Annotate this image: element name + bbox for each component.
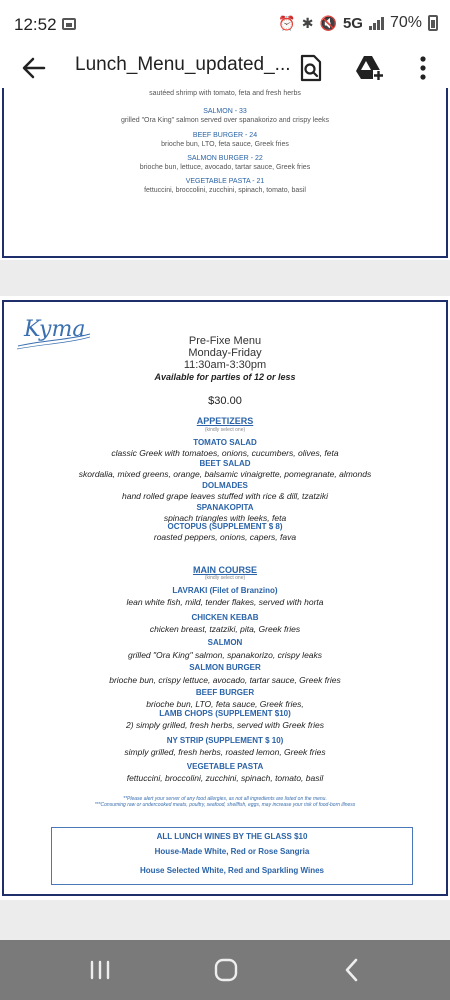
- allergy-note: **Please alert your server of any food allergies, as not all ingredients are listed on the menu.: [123, 796, 327, 802]
- menu-item-desc: simply grilled, fresh herbs, roasted lemon, Greek fries: [124, 747, 326, 757]
- menu-item-desc: grilled "Ora King" salmon, spanakorizo, crispy leaks: [127, 650, 323, 660]
- wine-house-selected: House Selected White, Red and Sparkling Wines: [140, 866, 324, 875]
- menu-item-desc: lean white fish, mild, tender flakes, served with horta: [126, 597, 324, 607]
- menu-item-name: VEGETABLE PASTA - 21: [185, 178, 265, 185]
- pdf-page-1: [0, 88, 450, 260]
- menu-item-name: SPANAKOPITA: [196, 503, 254, 512]
- menu-item-name: SALMON: [207, 638, 243, 647]
- wine-box: [51, 827, 413, 885]
- menu-price: $30.00: [208, 395, 242, 407]
- bluetooth-icon: ✱: [301, 14, 314, 31]
- menu-item-desc: skordalia, mixed greens, orange, balsamic vinaigrette, pomegranate, almonds: [78, 469, 372, 479]
- availability-note: Available for parties of 12 or less: [154, 372, 296, 382]
- menu-header: Pre-Fixe Menu: [188, 335, 262, 347]
- menu-hours: 11:30am-3:30pm: [183, 359, 267, 371]
- menu-item-name: SALMON BURGER: [189, 663, 261, 672]
- search-document-icon[interactable]: [294, 52, 326, 84]
- alarm-icon: ⏰: [278, 14, 296, 31]
- menu-item-name: NY STRIP (SUPPLEMENT $ 10): [166, 736, 284, 745]
- menu-item-desc: fettuccini, broccolini, zucchini, spinach, tomato, basil: [144, 187, 306, 194]
- signal-icon: [369, 16, 384, 30]
- recent-apps-icon[interactable]: [84, 956, 116, 984]
- raw-food-warning: ***Consuming raw or undercooked meats, poultry, seafood, shellfish, eggs, may increase your risk of food-born illness: [94, 802, 356, 808]
- menu-item-desc: sautéed shrimp with tomato, feta and fresh herbs: [149, 90, 301, 97]
- menu-days: Monday-Friday: [188, 347, 262, 359]
- menu-item-name: OCTOPUS (SUPPLEMENT $ 8): [167, 522, 283, 531]
- kindly-select-note: (kindly select one): [204, 427, 246, 433]
- menu-item-desc: brioche bun, LTO, feta sauce, Greek fries,: [146, 699, 304, 709]
- home-icon[interactable]: [210, 956, 242, 984]
- more-options-icon[interactable]: [407, 52, 439, 84]
- app-bar: [0, 48, 450, 88]
- menu-item-name: SALMON BURGER - 22: [187, 155, 263, 162]
- menu-item-desc: brioche bun, crispy lettuce, avocado, tartar sauce, Greek fries: [109, 675, 341, 685]
- menu-item-desc: grilled "Ora King" salmon served over spanakorizo and crispy leeks: [120, 117, 330, 124]
- status-icons: [278, 14, 438, 32]
- menu-item-name: BEEF BURGER - 24: [192, 132, 258, 139]
- menu-item-desc: spinach triangles with leeks, feta: [163, 513, 287, 523]
- menu-item-name: LAVRAKI (Filet of Branzino): [172, 586, 278, 595]
- menu-item-name: BEEF BURGER: [195, 688, 255, 697]
- section-main-course: MAIN COURSE: [192, 565, 257, 575]
- menu-item-name: DOLMADES: [202, 481, 248, 490]
- pdf-page-2: [0, 296, 450, 900]
- document-title: Lunch_Menu_updated_...: [75, 54, 291, 75]
- menu-item-name: CHICKEN KEBAB: [191, 613, 259, 622]
- battery-icon: [428, 15, 438, 31]
- battery-percent: 70%: [389, 14, 422, 31]
- menu-item-desc: 2) simply grilled, fresh herbs, served with Greek fries: [126, 720, 324, 730]
- menu-item-desc: hand rolled grape leaves stuffed with rice & dill, tzatziki: [122, 491, 328, 501]
- kindly-select-note: (kindly select one): [204, 575, 246, 581]
- menu-item-name: VEGETABLE PASTA: [186, 762, 264, 771]
- wine-sangria: House-Made White, Red or Rose Sangria: [154, 847, 310, 856]
- wine-offer-title: ALL LUNCH WINES BY THE GLASS $10: [156, 832, 308, 841]
- menu-item-name: LAMB CHOPS (SUPPLEMENT $10): [159, 709, 291, 718]
- svg-text:Kyma: Kyma: [24, 317, 86, 342]
- menu-item-name: TOMATO SALAD: [193, 438, 257, 447]
- menu-item-name: SALMON - 33: [203, 108, 247, 115]
- pdf-viewer[interactable]: [0, 88, 450, 940]
- add-to-drive-icon[interactable]: [353, 52, 385, 84]
- menu-item-desc: roasted peppers, onions, capers, fava: [153, 532, 297, 542]
- back-nav-icon[interactable]: [336, 956, 368, 984]
- menu-item-name: BEET SALAD: [199, 459, 251, 468]
- menu-item-desc: classic Greek with tomatoes, onions, cucumbers, olives, feta: [111, 448, 339, 458]
- section-appetizers: APPETIZERS: [196, 416, 254, 426]
- status-time: 12:52: [14, 15, 57, 34]
- system-nav-bar: [0, 940, 450, 1000]
- gallery-notification-icon: [62, 18, 76, 30]
- back-arrow-icon[interactable]: [18, 52, 50, 84]
- mute-icon: 🔇: [319, 14, 337, 31]
- status-bar: [0, 0, 450, 48]
- menu-item-desc: fettuccini, broccolini, zucchini, spinach, tomato, basil: [126, 773, 324, 783]
- menu-item-desc: chicken breast, tzatziki, pita, Greek fries: [149, 624, 301, 634]
- menu-item-desc: brioche bun, lettuce, avocado, tartar sauce, Greek fries: [139, 164, 311, 171]
- menu-item-desc: brioche bun, LTO, feta sauce, Greek fries: [161, 141, 289, 148]
- network-type: 5G: [342, 14, 363, 32]
